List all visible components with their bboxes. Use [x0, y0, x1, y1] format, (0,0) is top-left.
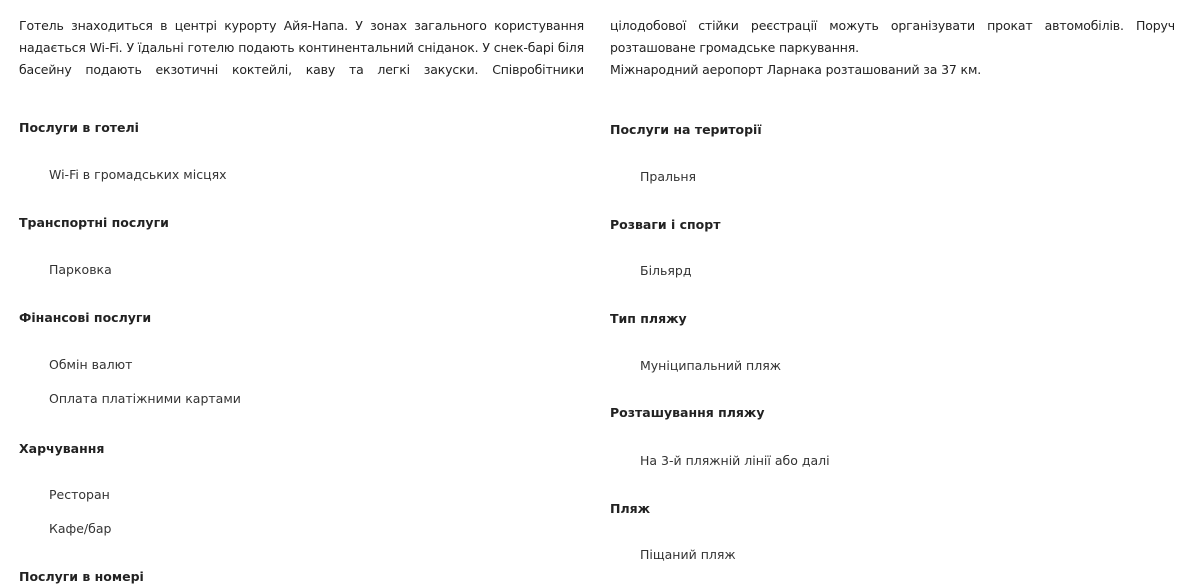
section-title-room-services: Послуги в номері	[19, 569, 144, 584]
amenity-item: Оплата платіжними картами	[49, 391, 241, 406]
amenity-item: Парковка	[49, 262, 112, 277]
amenity-item: Піщаний пляж	[640, 547, 736, 562]
description-line: розташоване громадське паркування.	[610, 40, 859, 55]
amenity-item: Wi-Fi в громадських місцях	[49, 167, 227, 182]
section-title-beach-location: Розташування пляжу	[610, 405, 765, 420]
section-title-beach: Пляж	[610, 501, 651, 516]
amenity-item: Обмін валют	[49, 357, 133, 372]
section-title-hotel-services: Послуги в готелі	[19, 120, 139, 135]
amenity-item: Пральня	[640, 169, 697, 184]
description-left-column	[19, 0, 584, 584]
section-title-finance: Фінансові послуги	[19, 310, 152, 325]
section-title-beach-type: Тип пляжу	[610, 311, 687, 326]
description-line: Міжнародний аеропорт Ларнака розташований за 37 км.	[610, 62, 982, 77]
amenity-item: Муніципальний пляж	[640, 358, 781, 373]
hotel-description-right	[610, 0, 1175, 81]
section-title-territory-services: Послуги на території	[610, 122, 762, 137]
amenity-item: Кафе/бар	[49, 521, 112, 536]
section-title-food: Харчування	[19, 441, 105, 456]
amenity-item: Ресторан	[49, 487, 110, 502]
section-title-entertainment: Розваги і спорт	[610, 217, 721, 232]
amenity-item: Більярд	[640, 263, 692, 278]
section-title-transport: Транспортні послуги	[19, 215, 169, 230]
description-right-column	[610, 0, 1175, 562]
amenity-item: На 3-й пляжній лінії або далі	[640, 453, 830, 468]
hotel-description-left: Готель знаходиться в центрі курорту Айя-Напа. У зонах загального користування надається Wi-Fi. У їдальні готелю подають континентальний сніданок. У снек-барі біля басейну подають екзотичні коктейлі, каву та легкі закуски. Співробітники	[19, 18, 584, 77]
description-line: цілодобової стійки реєстрації можуть організувати прокат автомобілів. Поруч	[610, 18, 1175, 33]
